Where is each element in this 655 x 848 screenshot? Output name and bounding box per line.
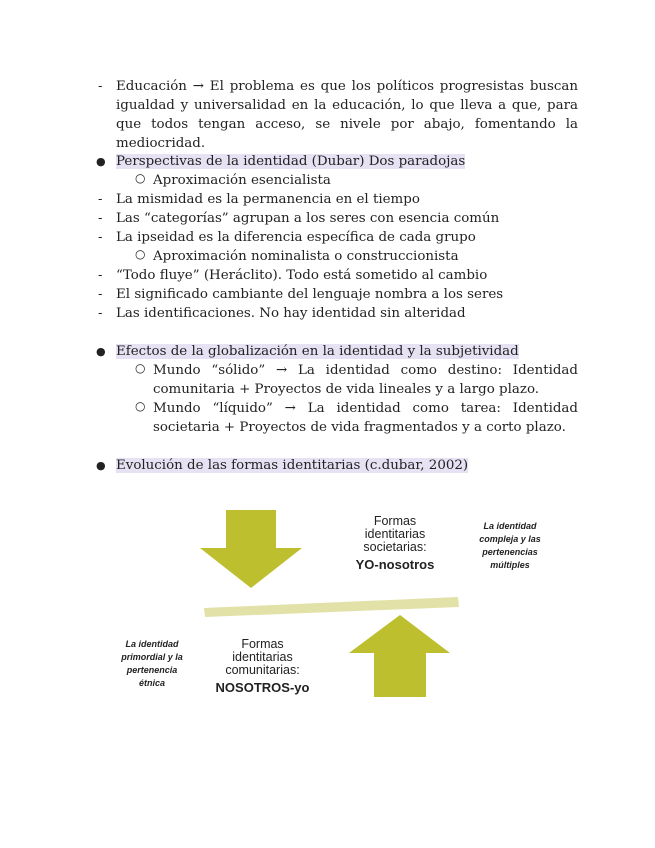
sub-item-solido: Mundo “sólido” → La identidad como destino: Identidad comunitaria + Proyectos de vida lineales y a largo plazo. xyxy=(153,363,578,397)
list-item: El significado cambiante del lenguaje nombra a los seres xyxy=(116,287,504,302)
paragraph-education: Educación → El problema es que los políticos progresistas buscan igualdad y universalidad en la educación, lo que lleva a que, para que todos tengan acceso, se nivele por abajo, fomentando la mediocridad. xyxy=(116,79,578,151)
up-arrow-icon xyxy=(349,615,450,697)
nosotros-yo-label: NOSOTROS-yo xyxy=(215,680,310,695)
section-heading-evolution: Evolución de las formas identitarias (c.dubar, 2002) xyxy=(116,458,469,473)
circle-bullet-icon: ○ xyxy=(135,247,146,261)
dash-marker: - xyxy=(98,306,103,321)
circle-bullet-icon: ○ xyxy=(135,399,146,413)
dash-marker: - xyxy=(98,211,103,226)
list-item: Las “categorías” agrupan a los seres con esencia común xyxy=(116,211,500,226)
list-item: La mismidad es la permanencia en el tiempo xyxy=(116,192,420,207)
down-arrow-icon xyxy=(200,510,302,588)
dash-marker: - xyxy=(98,230,103,245)
note-primordial: La identidad primordial y la pertenencia étnica xyxy=(121,639,183,688)
note-compleja: La identidad compleja y las pertenencias múltiples xyxy=(479,521,541,570)
comunitarias-label: Formas identitarias comunitarias: NOSOTROS-yo xyxy=(210,638,315,694)
section-heading-globalization: Efectos de la globalización en la identidad y la subjetividad xyxy=(116,344,519,359)
societarias-label: Formas identitarias societarias: YO-nosotros xyxy=(345,515,445,571)
bullet-icon: ● xyxy=(96,155,106,168)
sub-item-nominalista: Aproximación nominalista o construccionista xyxy=(153,249,459,264)
list-item: La ipseidad es la diferencia específica de cada grupo xyxy=(116,230,476,245)
bullet-icon: ● xyxy=(96,345,106,358)
bullet-icon: ● xyxy=(96,459,106,472)
sub-item-esencialista: Aproximación esencialista xyxy=(153,173,331,188)
balance-bar xyxy=(204,597,459,617)
circle-bullet-icon: ○ xyxy=(135,171,146,185)
dash-marker: - xyxy=(98,268,103,283)
circle-bullet-icon: ○ xyxy=(135,361,146,375)
list-item: “Todo fluye” (Heráclito). Todo está sometido al cambio xyxy=(116,268,488,283)
sub-item-liquido: Mundo “líquido” → La identidad como tarea: Identidad societaria + Proyectos de vida fragmentados y a corto plazo. xyxy=(153,401,578,435)
yo-nosotros-label: YO-nosotros xyxy=(355,557,435,572)
section-heading-perspectives: Perspectivas de la identidad (Dubar) Dos paradojas xyxy=(116,154,466,169)
list-item: Las identificaciones. No hay identidad sin alteridad xyxy=(116,306,466,321)
dash-marker: - xyxy=(98,192,103,207)
dash-marker: - xyxy=(98,79,103,94)
identity-diagram xyxy=(90,490,590,730)
dash-marker: - xyxy=(98,287,103,302)
